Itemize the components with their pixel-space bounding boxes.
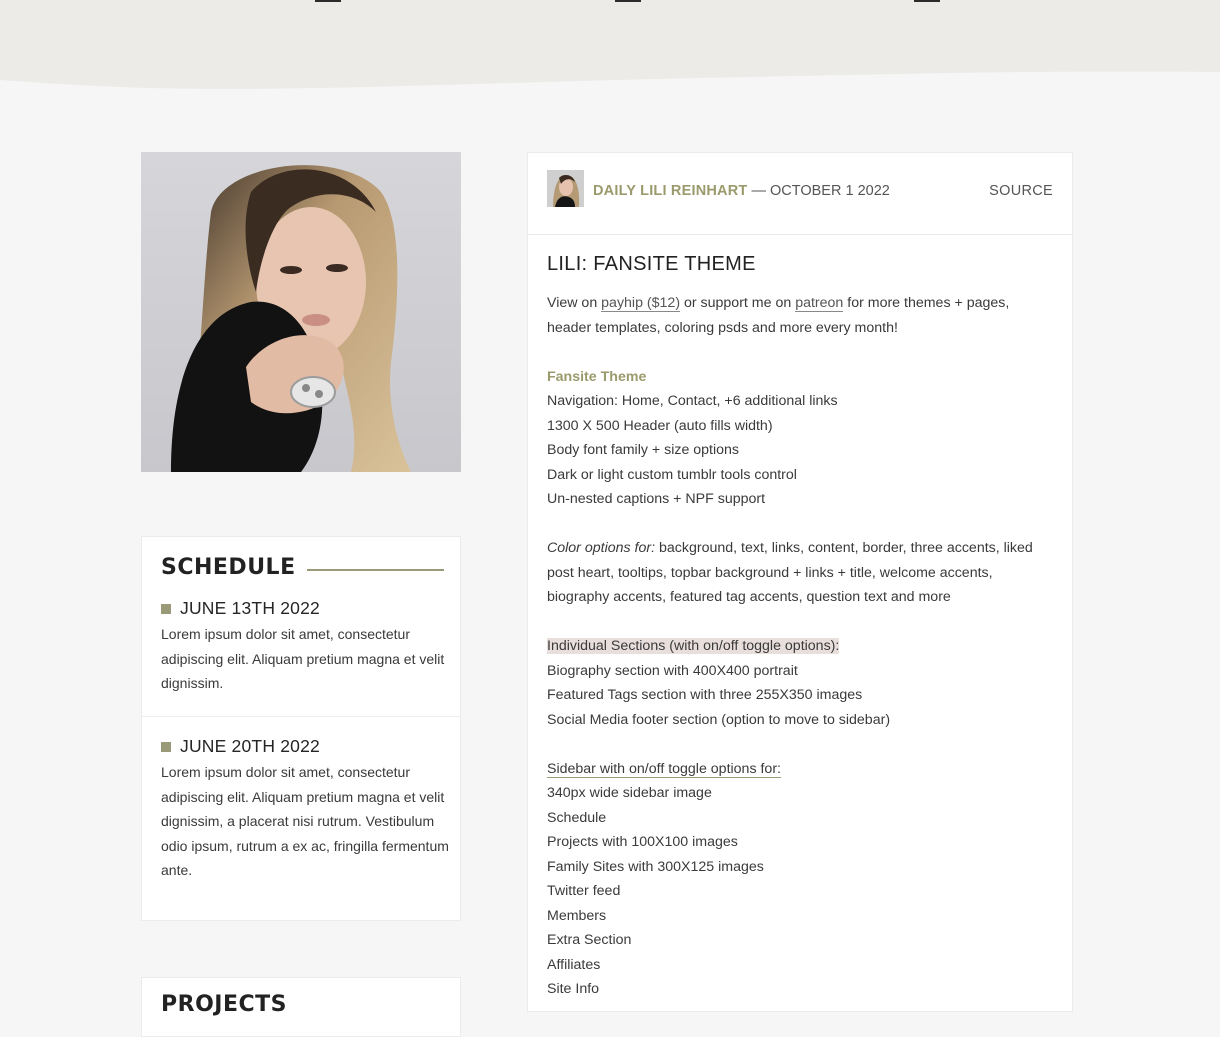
event-date: JUNE 13TH 2022 [180, 598, 320, 618]
schedule-widget [141, 536, 461, 921]
sidebar-option-line: 340px wide sidebar image [547, 785, 712, 801]
projects-title: PROJECTS [161, 992, 287, 1017]
projects-widget [141, 977, 461, 1037]
section-line: Social Media footer section (option to move to sidebar) [547, 711, 891, 728]
event-description: Lorem ipsum dolor sit amet, consectetur adipiscing elit. Aliquam pretium magna et velit dignissim, a placerat nisi rutrum. Vestibulum odio ipsum, rutrum a ex ac, fringilla fermentum ante. [161, 764, 449, 878]
schedule-bullet-icon [161, 604, 171, 614]
sidebar-option-line: Schedule [547, 809, 607, 826]
sidebar-options-heading: Sidebar with on/off toggle options for: [547, 760, 781, 777]
feature-line: Dark or light custom tumblr tools control [547, 466, 797, 483]
sidebar-option-line: Extra Section [547, 932, 632, 948]
nav-link-1-indicator[interactable] [315, 0, 341, 2]
feature-line: Body font family + size options [547, 442, 740, 458]
schedule-event [161, 736, 451, 883]
blog-name-link[interactable]: DAILY LILI REINHART [593, 183, 748, 199]
avatar[interactable] [547, 170, 584, 207]
sidebar-option-line: Family Sites with 300X125 images [547, 858, 764, 875]
feature-line: Navigation: Home, Contact, +6 additional links [547, 393, 838, 409]
fansite-heading: Fansite Theme [547, 368, 647, 385]
post-date[interactable]: OCTOBER 1 2022 [770, 183, 890, 199]
sidebar-option-line: Affiliates [547, 956, 601, 973]
schedule-event [161, 598, 451, 696]
color-options-label: Color options for: [547, 540, 656, 556]
section-line: Featured Tags section with three 255X350 images [547, 687, 863, 703]
event-divider [142, 716, 460, 717]
post-header [528, 153, 1072, 235]
feature-line: Un-nested captions + NPF support [547, 491, 766, 507]
schedule-title: SCHEDULE [161, 555, 296, 580]
header-band [0, 0, 1220, 100]
sidebar-option-line: Site Info [547, 981, 600, 997]
schedule-heading [161, 555, 444, 580]
nav-link-3-indicator[interactable] [914, 0, 940, 2]
feature-line: 1300 X 500 Header (auto fills width) [547, 417, 773, 434]
schedule-bullet-icon [161, 742, 171, 752]
post-meta [593, 183, 890, 199]
meta-separator: — [747, 183, 771, 199]
heading-rule [307, 569, 444, 571]
patreon-link[interactable]: patreon [795, 295, 844, 311]
color-options-paragraph: Color options for: background, text, links, content, border, three accents, liked post heart, tooltips, topbar background + links + title, welcome accents, biography accents, featured tag accents, question text and more [547, 540, 1033, 605]
sections-heading: Individual Sections (with on/off toggle options): [547, 638, 840, 654]
text-post [527, 152, 1073, 1012]
intro-paragraph: View on payhip ($12) or support me on patreon for more themes + pages, header templates, coloring psds and more every month! [547, 295, 1010, 336]
sidebar-option-line: Twitter feed [547, 883, 621, 899]
post-title: LILI: FANSITE THEME [547, 253, 756, 275]
sidebar-option-line: Members [547, 907, 607, 924]
section-line: Biography section with 400X400 portrait [547, 662, 798, 679]
nav-link-2-indicator[interactable] [615, 0, 641, 2]
source-link[interactable]: SOURCE [989, 183, 1053, 199]
post-body [547, 253, 1052, 1002]
payhip-link[interactable]: payhip ($12) [601, 295, 681, 311]
event-description: Lorem ipsum dolor sit amet, consectetur adipiscing elit. Aliquam pretium magna et velit dignissim. [161, 626, 445, 691]
sidebar-option-line: Projects with 100X100 images [547, 834, 738, 850]
event-date: JUNE 20TH 2022 [180, 736, 320, 756]
sidebar-portrait-image [141, 152, 461, 472]
